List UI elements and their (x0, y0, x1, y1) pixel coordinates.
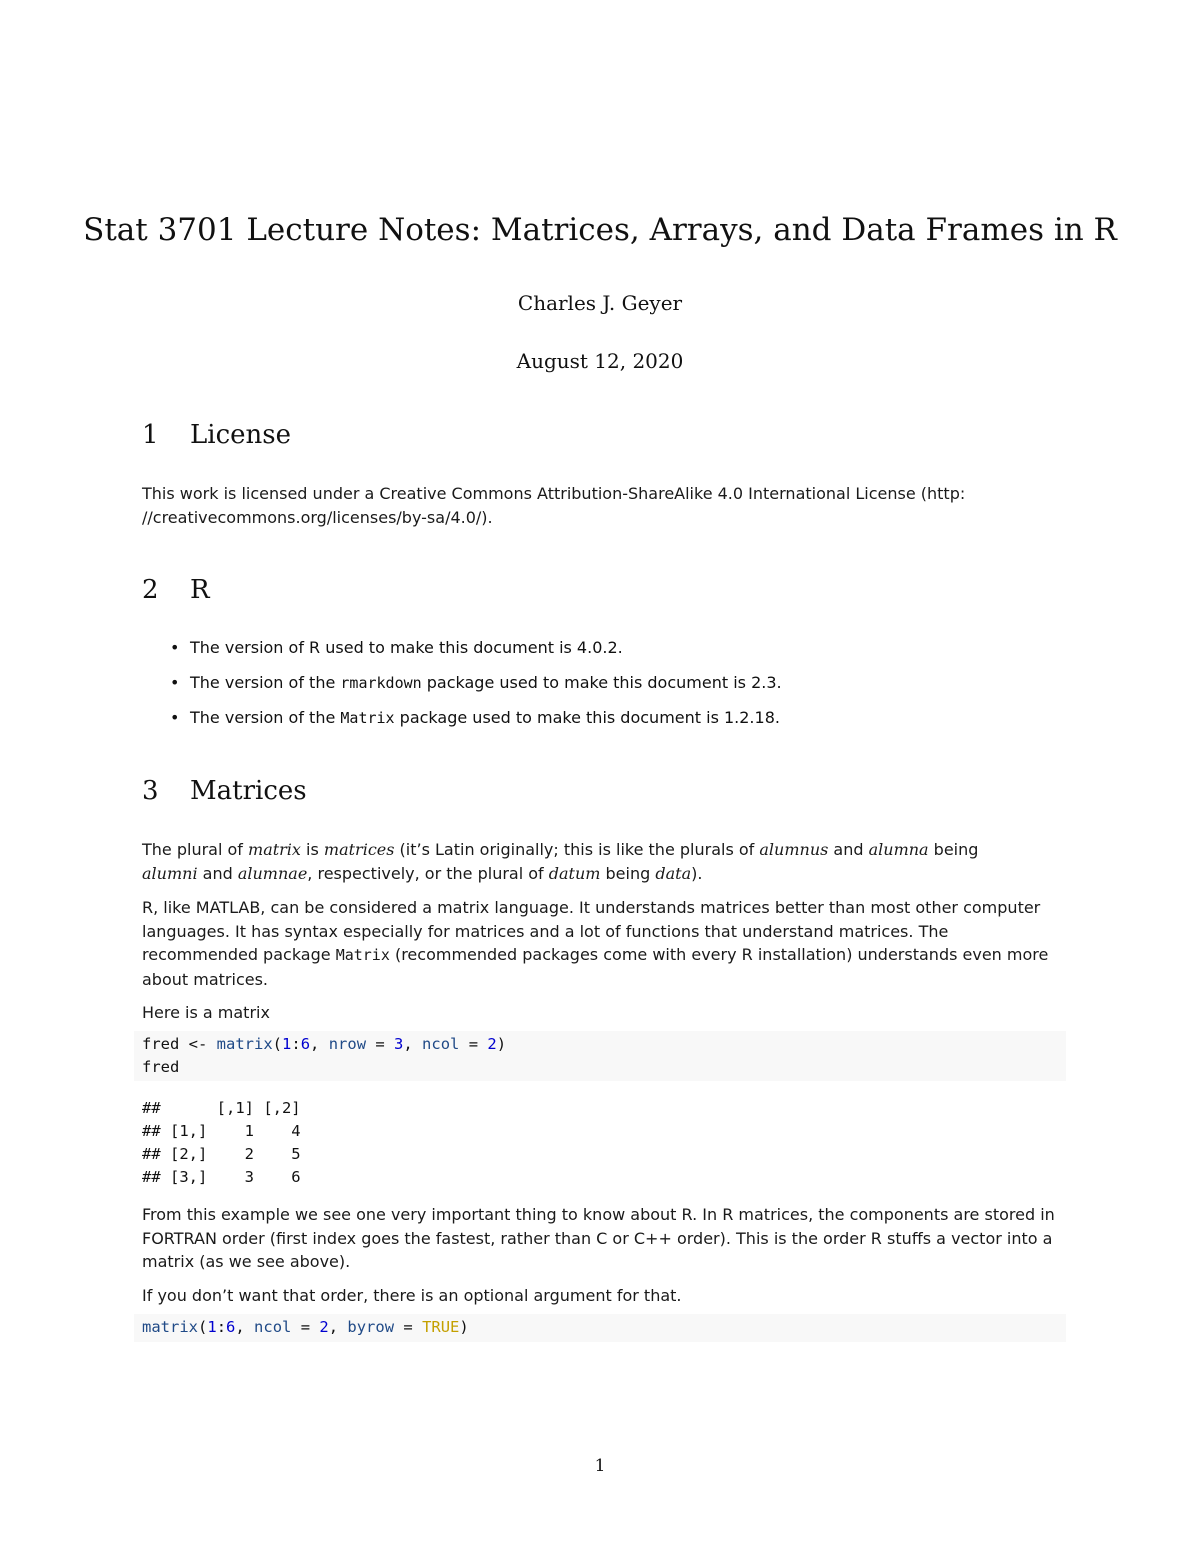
output-line: ## [,1] [,2] (142, 1099, 301, 1117)
matrices-paragraph-order: If you don’t want that order, there is an optional argument for that. (142, 1286, 682, 1305)
doc-title: Stat 3701 Lecture Notes: Matrices, Arrays, and Data Frames in R (83, 212, 1117, 248)
section-title: R (190, 575, 210, 605)
bullet-icon: • (170, 673, 180, 692)
matrices-paragraph-here: Here is a matrix (142, 1003, 270, 1022)
license-paragraph: This work is licensed under a Creative Commons Attribution-ShareAlike 4.0 International License (http: //creativecommons.org/licenses/by-sa/4.0/). (142, 484, 966, 527)
r-version-list (142, 636, 1062, 741)
code-output (142, 1097, 301, 1189)
list-item: • The version of R used to make this document is 4.0.2. (170, 638, 623, 657)
list-item: • The version of the Matrix package used to make this document is 1.2.18. (170, 708, 780, 727)
doc-author: Charles J. Geyer (517, 291, 683, 315)
package-name: rmarkdown (340, 674, 422, 692)
section-heading-matrices (142, 776, 307, 806)
doc-date: August 12, 2020 (516, 349, 684, 373)
output-line: ## [1,] 1 4 (142, 1122, 301, 1140)
license-link-part1[interactable]: http: (927, 484, 966, 503)
package-name: Matrix (335, 946, 390, 964)
section-heading-license (142, 420, 291, 450)
section-number: 2 (142, 575, 159, 605)
bullet-icon: • (170, 708, 180, 727)
code-block: fred <- matrix(1:6, nrow = 3, ncol = 2) fred (134, 1031, 1066, 1081)
package-name: Matrix (340, 709, 395, 727)
section-heading-r (142, 575, 210, 605)
section-title: Matrices (190, 776, 307, 806)
matrices-paragraph-fortran: From this example we see one very important thing to know about R. In R matrices, the components are stored in FORTRAN order (first index goes the fastest, rather than C or C++ order). This is the order R stuffs a vector into a matrix (as we see above). (142, 1205, 1055, 1271)
license-link-part2[interactable]: //creativecommons.org/licenses/by-sa/4.0/ (142, 507, 482, 527)
page-number: 1 (594, 1456, 606, 1476)
output-line: ## [3,] 3 6 (142, 1168, 301, 1186)
matrices-paragraph-plural: The plural of matrix is matrices (it’s Latin originally; this is like the plurals of alumnus and alumna being alumni and alumnae, respectively, or the plural of datum being data). (142, 840, 979, 883)
section-number: 1 (142, 420, 159, 450)
output-line: ## [2,] 2 5 (142, 1145, 301, 1163)
section-number: 3 (142, 776, 159, 806)
list-item: • The version of the rmarkdown package used to make this document is 2.3. (170, 673, 782, 692)
code-block: matrix(1:6, ncol = 2, byrow = TRUE) (134, 1314, 1066, 1342)
matrices-paragraph-language: R, like MATLAB, can be considered a matrix language. It understands matrices better than most other computer languages. It has syntax especially for matrices and a lot of functions that understand matrices. The recommended package Matrix (recommended packages come with every R installation) understands even more about matrices. (142, 898, 1049, 989)
section-title: License (190, 420, 292, 450)
bullet-icon: • (170, 638, 180, 657)
